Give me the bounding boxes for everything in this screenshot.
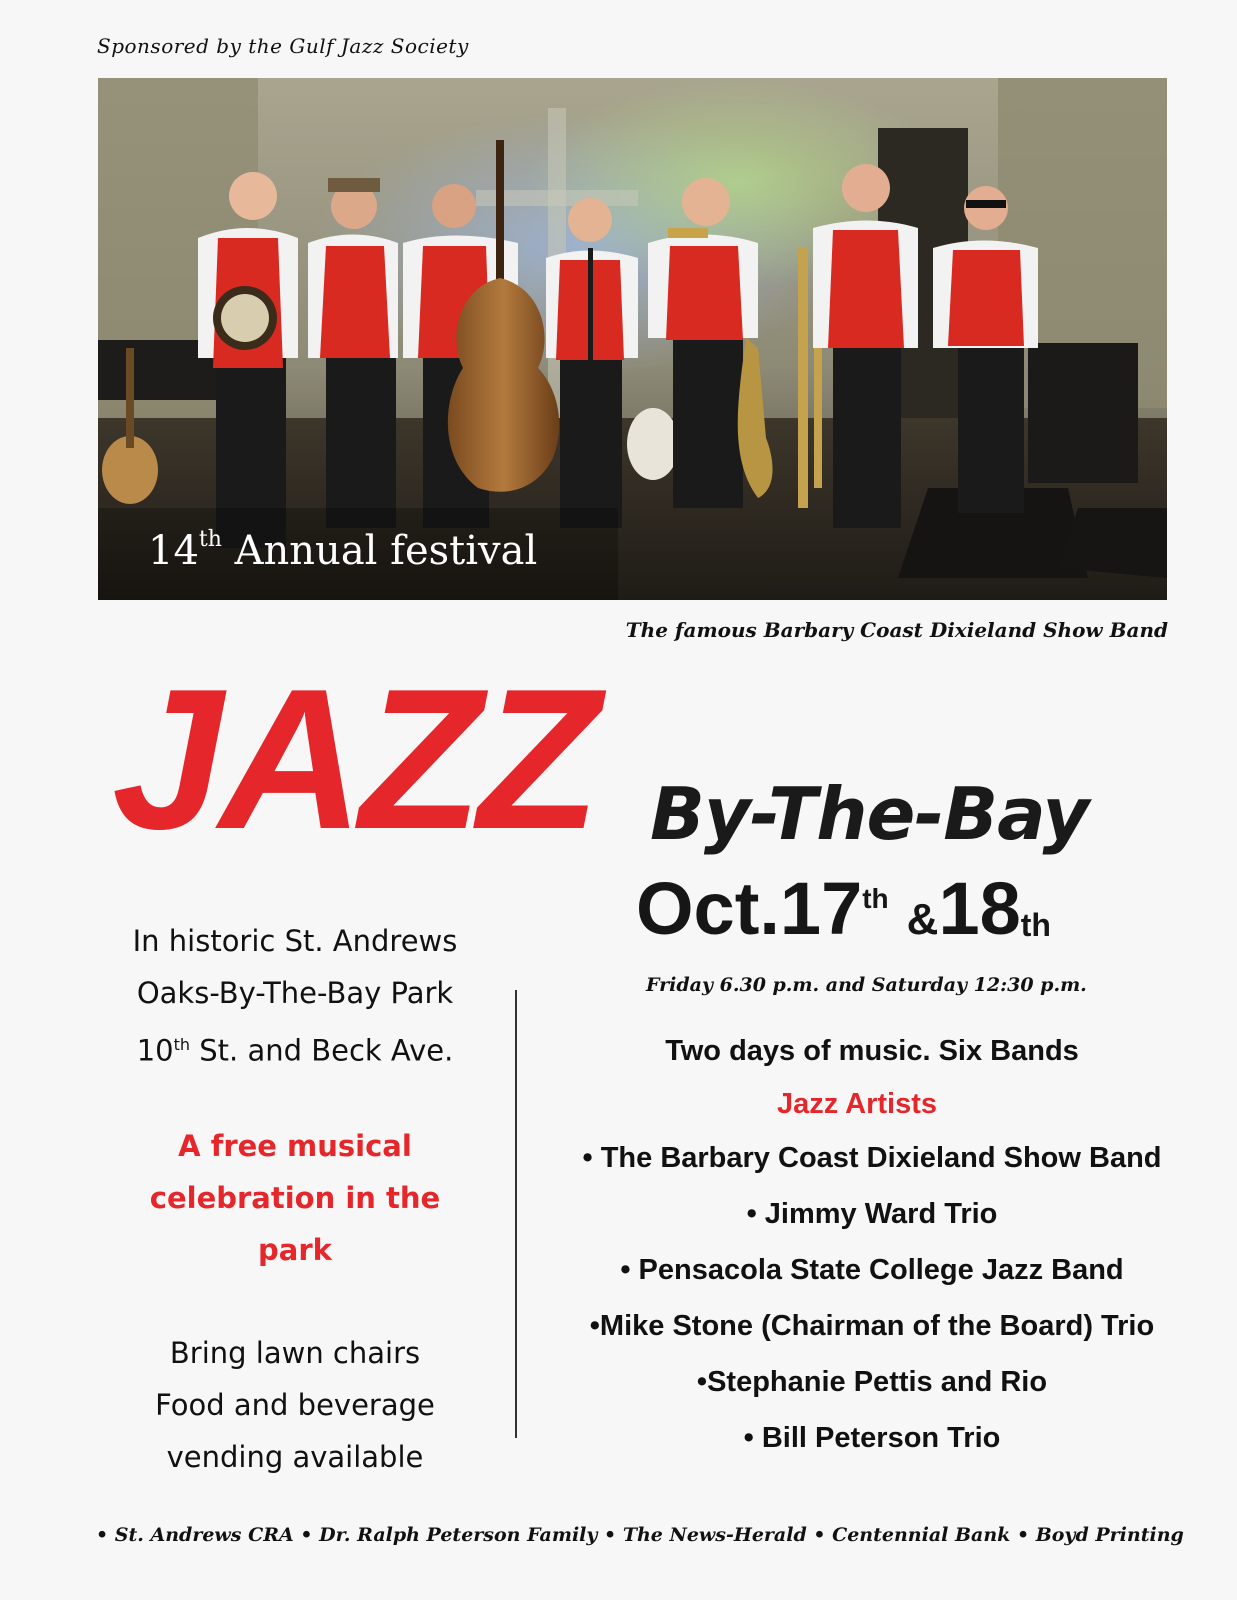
- artist-item: •Mike Stone (Chairman of the Board) Trio: [589, 1310, 1155, 1342]
- bring-line-2: Food and beverage: [155, 1388, 435, 1422]
- street-number-suffix: th: [173, 1035, 191, 1054]
- date-second: 18: [938, 867, 1021, 950]
- artist-item: • Jimmy Ward Trio: [746, 1198, 998, 1230]
- event-dates: [636, 867, 1051, 950]
- artist-item: • Pensacola State College Jazz Band: [620, 1254, 1124, 1286]
- date-first-suffix: th: [862, 883, 889, 914]
- bring-line-3: vending available: [166, 1440, 424, 1474]
- artist-item: • The Barbary Coast Dixieland Show Band: [582, 1142, 1162, 1174]
- free-line-3: park: [258, 1233, 332, 1267]
- festival-number-suffix: th: [198, 526, 222, 552]
- date-ampersand: &: [906, 895, 939, 944]
- band-photo-illustration: [98, 78, 1167, 600]
- band-photo-caption: The famous Barbary Coast Dixieland Show Band: [625, 618, 1168, 642]
- event-times: Friday 6.30 p.m. and Saturday 12:30 p.m.: [646, 974, 1087, 996]
- two-days-text: Two days of music. Six Bands: [665, 1035, 1079, 1067]
- festival-caption-text: Annual festival: [234, 528, 538, 574]
- free-line-1: A free musical: [178, 1129, 412, 1163]
- free-line-2: celebration in the: [149, 1181, 441, 1215]
- location-line-3: [100, 1019, 490, 1077]
- bring-line-1: Bring lawn chairs: [169, 1336, 421, 1370]
- location-line-1: In historic St. Andrews: [132, 924, 458, 958]
- free-celebration-text: [120, 1120, 470, 1276]
- jazz-title: JAZZ: [112, 648, 596, 871]
- artist-list: [522, 1130, 1222, 1466]
- festival-caption: [148, 528, 537, 574]
- location-line-2: Oaks-By-The-Bay Park: [136, 976, 454, 1010]
- column-divider: [515, 990, 517, 1438]
- festival-number: 14: [148, 528, 199, 574]
- footer-sponsors: • St. Andrews CRA • Dr. Ralph Peterson Family • The News-Herald • Centennial Bank • Boyd Printing: [96, 1524, 1184, 1546]
- artist-item: •Stephanie Pettis and Rio: [696, 1366, 1048, 1398]
- date-second-suffix: th: [1020, 907, 1051, 943]
- location-block: [100, 915, 490, 1077]
- street-rest: St. and Beck Ave.: [190, 1033, 454, 1068]
- by-the-bay-title: By-The-Bay: [650, 772, 1089, 856]
- bring-info: [100, 1327, 490, 1483]
- band-photo: [98, 78, 1167, 600]
- sponsor-line: Sponsored by the Gulf Jazz Society: [97, 34, 469, 58]
- street-number: 10: [136, 1033, 174, 1068]
- artist-item: • Bill Peterson Trio: [743, 1422, 1001, 1454]
- date-first: Oct.17: [636, 867, 863, 950]
- jazz-artists-heading: Jazz Artists: [776, 1088, 938, 1120]
